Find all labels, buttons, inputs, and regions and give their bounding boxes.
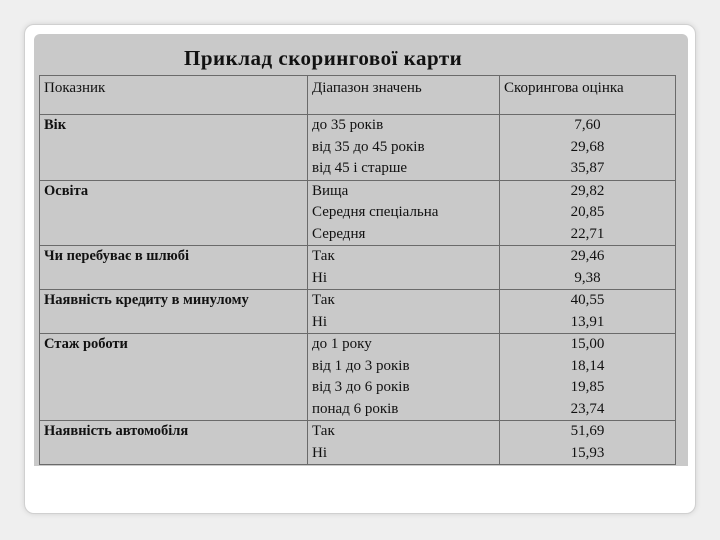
score-value: 7,60 <box>574 117 601 133</box>
score-value: 29,46 <box>570 248 605 264</box>
range-value: Так <box>312 292 335 308</box>
score-value: 19,85 <box>570 379 605 395</box>
range-cell <box>308 246 500 290</box>
indicator-cell: Освіта <box>40 180 308 246</box>
score-cell <box>500 421 676 465</box>
score-value: 29,68 <box>570 138 605 155</box>
range-value: від 3 до 6 років <box>312 379 410 395</box>
score-value: 22,71 <box>570 225 605 242</box>
indicator-cell: Наявність кредиту в минулому <box>40 290 308 334</box>
indicator-cell: Наявність автомобіля <box>40 421 308 465</box>
score-value: 18,14 <box>570 357 605 374</box>
score-cell <box>500 334 676 421</box>
range-value: Ні <box>312 269 327 286</box>
range-cell <box>308 334 500 421</box>
header-score: Скорингова оцінка <box>500 76 676 115</box>
score-value: 40,55 <box>570 292 605 308</box>
range-value: від 35 до 45 років <box>312 138 425 155</box>
score-value: 29,82 <box>570 182 605 199</box>
page-title: Приклад скорингової карти <box>184 46 463 70</box>
table-row <box>40 246 676 290</box>
header-indicator: Показник <box>40 76 308 115</box>
score-value: 20,85 <box>570 204 605 220</box>
table-row <box>40 180 676 246</box>
slide-footer-area <box>34 466 688 496</box>
range-cell <box>308 421 500 465</box>
range-value: Середня <box>312 225 366 242</box>
score-value: 15,00 <box>570 336 605 352</box>
indicator-cell: Стаж роботи <box>40 334 308 421</box>
range-value: від 1 до 3 років <box>312 357 410 374</box>
indicator-cell: Чи перебуває в шлюбі <box>40 246 308 290</box>
range-cell <box>308 115 500 181</box>
range-value: Так <box>312 248 335 264</box>
range-value: до 1 року <box>312 336 372 352</box>
score-value: 51,69 <box>570 423 605 439</box>
indicator-cell: Вік <box>40 115 308 181</box>
range-value: до 35 років <box>312 117 384 133</box>
range-value: Середня спеціальна <box>312 204 439 220</box>
score-cell <box>500 115 676 181</box>
score-value: 9,38 <box>574 269 601 286</box>
range-cell <box>308 290 500 334</box>
range-value: Ні <box>312 313 327 330</box>
score-cell <box>500 246 676 290</box>
table-header-row <box>40 76 676 115</box>
score-cell <box>500 290 676 334</box>
score-value: 13,91 <box>570 313 605 330</box>
table-row <box>40 334 676 421</box>
range-value: Так <box>312 423 335 439</box>
range-value: від 45 і старше <box>312 160 408 176</box>
range-value: Ні <box>312 444 327 461</box>
score-value: 23,74 <box>570 400 605 417</box>
header-range: Діапазон значень <box>308 76 500 115</box>
table-row <box>40 290 676 334</box>
scoring-table <box>39 75 676 465</box>
table-row <box>40 421 676 465</box>
score-value: 35,87 <box>570 160 605 176</box>
score-value: 15,93 <box>570 444 605 461</box>
range-cell <box>308 180 500 246</box>
range-value: понад 6 років <box>312 400 399 417</box>
table-row <box>40 115 676 181</box>
range-value: Вища <box>312 182 349 199</box>
score-cell <box>500 180 676 246</box>
